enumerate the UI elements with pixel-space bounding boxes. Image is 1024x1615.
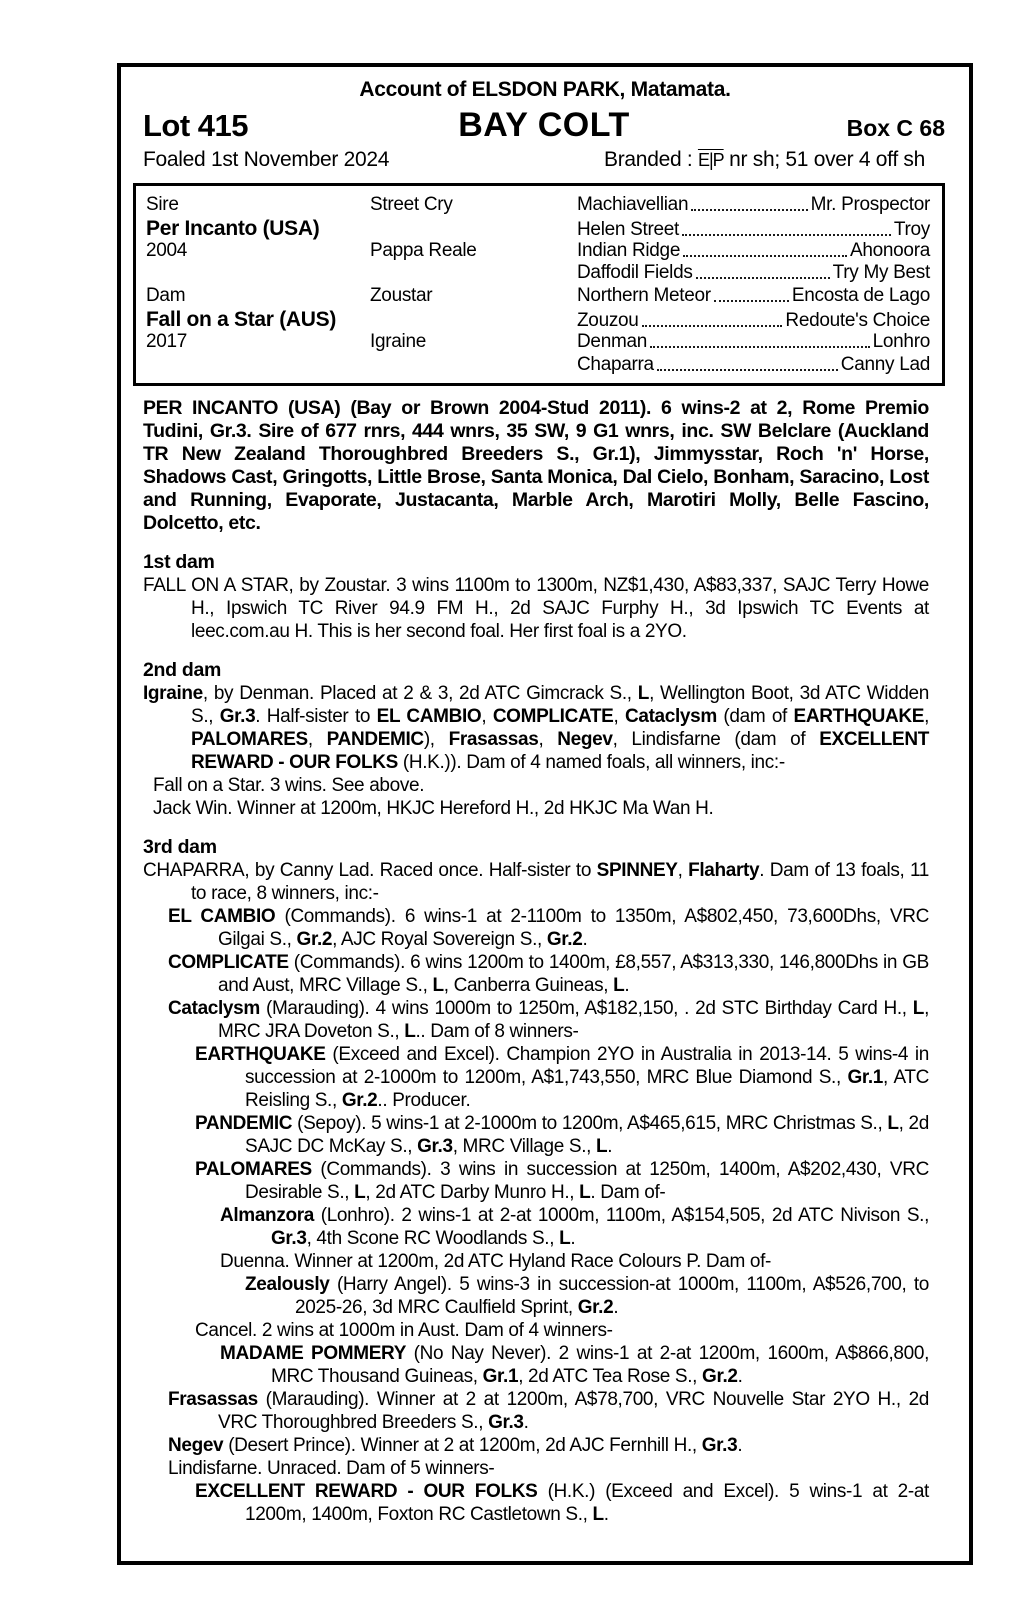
sire-name: Per Incanto (USA) [146, 216, 320, 240]
ancestor-parent: Encosta de Lago [791, 285, 930, 307]
page-title: BAY COLT [458, 106, 630, 144]
account-line: Account of ELSDON PARK, Matamata. [359, 78, 731, 101]
ancestor-row [577, 194, 930, 216]
pedigree-entry: Cataclysm (Marauding). 4 wins 1000m to 1250m, A$182,150, . 2d STC Birthday Card H., L, MRC JRA Doveton S., L.. Dam of 8 winners- [168, 998, 929, 1043]
ancestor-parent: Try My Best [832, 262, 930, 284]
ancestor-row [577, 331, 930, 353]
pedigree-entry: Igraine, by Denman. Placed at 2 & 3, 2d ATC Gimcrack S., L, Wellington Boot, 3d ATC Widden S., Gr.3. Half-sister to EL CAMBIO, COMPLICATE, Cataclysm (dam of EARTHQUAKE, PALOMARES, PANDEMIC), Frasassas, Negev, Lindisfarne (dam of EXCELLENT REWARD - OUR FOLKS (H.K.)). Dam of 4 named foals, all winners, inc:- [143, 683, 930, 774]
ancestor-parent: Redoute's Choice [785, 309, 930, 331]
section-1st-dam [143, 551, 929, 643]
pedigree-entry: Frasassas (Marauding). Winner at 2 at 1200m, A$78,700, VRC Nouvelle Star 2YO H., 2d VRC Thoroughbred Breeders S., Gr.3. [168, 1389, 929, 1434]
section-3rd-dam [143, 836, 929, 1526]
dam-dam: Igraine [370, 330, 426, 352]
box-label: Box C 68 [846, 115, 946, 141]
pedigree-entry: Cancel. 2 wins at 1000m in Aust. Dam of 4 winners- [195, 1320, 613, 1342]
foaled-row [143, 148, 925, 172]
leader-dots [650, 346, 870, 348]
pedigree-entry: CHAPARRA, by Canny Lad. Raced once. Half-sister to SPINNEY, Flaharty. Dam of 13 foals, 11 to race, 8 winners, inc:- [143, 860, 929, 905]
dam-year: 2017 [146, 330, 188, 352]
sire-sire: Street Cry [370, 194, 453, 215]
ancestor-row [577, 285, 930, 307]
ancestor-parent: Canny Lad [840, 353, 930, 375]
pedigree-entry: FALL ON A STAR, by Zoustar. 3 wins 1100m to 1300m, NZ$1,430, A$83,337, SAJC Terry Howe H., Ipswich TC River 94.9 FM H., 2d SAJC Furphy H., 3d Ipswich TC Events at leec.com.au H. This is her second foal. Her first foal is a 2YO. [143, 575, 929, 643]
ancestor-name: Helen Street [577, 218, 680, 240]
ancestor-parent: Mr. Prospector [810, 194, 930, 215]
ancestor-name: Denman [577, 330, 648, 352]
leader-dots [714, 300, 789, 302]
ancestor-row [577, 354, 930, 376]
leader-dots [642, 325, 783, 327]
pedigree-entry: Fall on a Star. 3 wins. See above. [153, 775, 425, 797]
section-heading-1st-dam: 1st dam [143, 551, 215, 574]
foaled-date: Foaled 1st November 2024 [143, 148, 390, 171]
pedigree-entry: Zealously (Harry Angel). 5 wins-3 in succession-at 1000m, 1100m, A$526,700, to 2025-26, 3d MRC Caulfield Sprint, Gr.2. [245, 1274, 929, 1319]
ancestor-name: Zouzou [577, 309, 639, 331]
ancestor-parent: Troy [893, 218, 930, 240]
branded-prefix: Branded : [604, 148, 698, 171]
dam-role-label: Dam [146, 285, 186, 307]
lot-number: Lot 415 [143, 108, 249, 143]
pedigree-text [143, 397, 929, 1526]
pedigree-entry: Lindisfarne. Unraced. Dam of 5 winners- [168, 1458, 495, 1480]
ancestor-name: Machiavellian [577, 194, 689, 215]
ancestor-parent: Ahonoora [849, 239, 930, 261]
section-heading-3rd-dam: 3rd dam [143, 836, 217, 859]
ancestor-name: Chaparra [577, 353, 654, 375]
ancestor-name: Indian Ridge [577, 239, 681, 261]
pedigree-entry: Almanzora (Lonhro). 2 wins-1 at 2-at 1000m, 1100m, A$154,505, 2d ATC Nivison S., Gr.3, 4th Scone RC Woodlands S., L. [220, 1205, 929, 1250]
pedigree-entry: PALOMARES (Commands). 3 wins in succession at 1250m, 1400m, A$202,430, VRC Desirable S., L, 2d ATC Darby Munro H., L. Dam of- [195, 1159, 929, 1204]
pedigree-entry: Negev (Desert Prince). Winner at 2 at 1200m, 2d AJC Fernhill H., Gr.3. [168, 1435, 743, 1457]
pedigree-entry: Duenna. Winner at 1200m, 2d ATC Hyland Race Colours P. Dam of- [220, 1251, 772, 1273]
leader-dots [683, 255, 847, 257]
pedigree-entry: COMPLICATE (Commands). 6 wins 1200m to 1400m, £8,557, A$313,330, 146,800Dhs in GB and Aust, MRC Village S., L, Canberra Guineas, L. [168, 952, 929, 997]
dam-sire: Zoustar [370, 285, 433, 307]
ancestor-row [577, 219, 930, 241]
pedigree-entry: MADAME POMMERY (No Nay Never). 2 wins-1 at 2-at 1200m, 1600m, A$866,800, MRC Thousand Guineas, Gr.1, 2d ATC Tea Rose S., Gr.2. [220, 1343, 929, 1388]
branded-suffix: nr sh; 51 over 4 off sh [723, 148, 925, 171]
pedigree-entry: Jack Win. Winner at 1200m, HKJC Hereford H., 2d HKJC Ma Wan H. [153, 798, 714, 820]
ancestor-row [577, 240, 930, 262]
leader-dots [682, 234, 891, 236]
sire-dam: Pappa Reale [370, 239, 477, 261]
ancestor-parent: Lonhro [872, 330, 930, 352]
catalogue-page [117, 63, 973, 1565]
leader-dots [657, 369, 838, 371]
leader-dots [691, 209, 807, 211]
section-heading-2nd-dam: 2nd dam [143, 659, 222, 682]
brand-mark: E|P [697, 150, 724, 170]
pedigree-entry: EARTHQUAKE (Exceed and Excel). Champion 2YO in Australia in 2013-14. 5 wins-4 in succession at 2-1000m to 1200m, A$1,743,550, MRC Blue Diamond S., Gr.1, ATC Reisling S., Gr.2.. Producer. [195, 1044, 929, 1112]
ancestor-row [577, 262, 930, 284]
sire-year: 2004 [146, 239, 188, 261]
dam-name: Fall on a Star (AUS) [146, 307, 337, 331]
pedigree-entry: EXCELLENT REWARD - OUR FOLKS (H.K.) (Exceed and Excel). 5 wins-1 at 2-at 1200m, 1400m, Foxton RC Castletown S., L. [195, 1481, 929, 1526]
pedigree-entry: PANDEMIC (Sepoy). 5 wins-1 at 2-1000m to 1200m, A$465,615, MRC Christmas S., L, 2d SAJC DC McKay S., Gr.3, MRC Village S., L. [195, 1113, 929, 1158]
ancestor-row [577, 310, 930, 332]
sire-summary-paragraph: PER INCANTO (USA) (Bay or Brown 2004-Stud 2011). 6 wins-2 at 2, Rome Premio Tudini, Gr.3. Sire of 677 rnrs, 444 wnrs, 35 SW, 9 G1 wnrs, inc. SW Belclare (Auckland TR New Zealand Thoroughbred Breeders S., Gr.1), Jimmysstar, Roch 'n' Horse, Shadows Cast, Gringotts, Little Brose, Santa Monica, Dal Cielo, Bonham, Saracino, Lost and Running, Evaporate, Justacanta, Marble Arch, Marotiri Molly, Belle Fascino, Dolcetto, etc. [143, 397, 929, 535]
branded-line [604, 148, 925, 172]
ancestor-name: Daffodil Fields [577, 262, 693, 284]
section-2nd-dam [143, 659, 929, 820]
pedigree-entry: EL CAMBIO (Commands). 6 wins-1 at 2-1100m to 1350m, A$802,450, 73,600Dhs, VRC Gilgai S., Gr.2, AJC Royal Sovereign S., Gr.2. [168, 906, 929, 951]
ancestor-name: Northern Meteor [577, 285, 711, 307]
pedigree-table [133, 183, 945, 386]
lot-row [143, 106, 945, 145]
leader-dots [696, 277, 830, 279]
sire-role-label: Sire [146, 194, 179, 215]
